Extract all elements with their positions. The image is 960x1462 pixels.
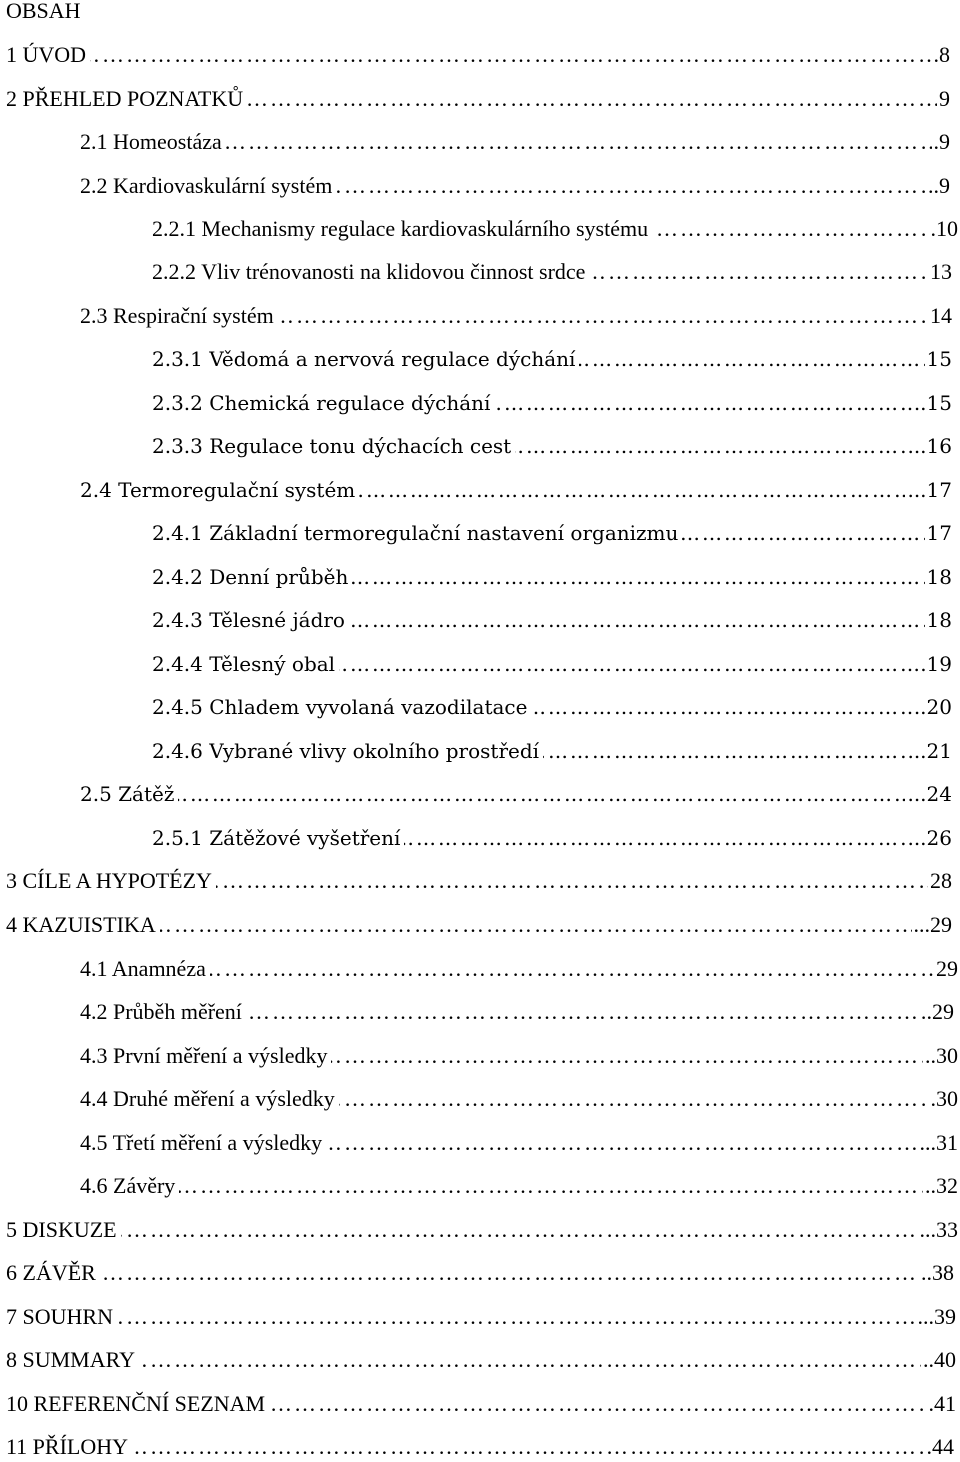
- toc-entry-page: ..9: [926, 171, 950, 201]
- toc-entry-page: 29: [934, 954, 958, 984]
- toc-entry-title: 2.4.1 Základní termoregulační nastavení organizmu: [152, 521, 682, 545]
- toc-entry-page: .41: [927, 1389, 957, 1419]
- toc-entry-page: 28: [928, 866, 952, 896]
- toc-entry-title: 11 PŘÍLOHY: [6, 1434, 132, 1459]
- toc-entry[interactable]: [6, 866, 952, 896]
- toc-entry-page: ...29: [912, 910, 953, 940]
- toc-entry-page: .10: [929, 214, 959, 244]
- toc-entry-page: ..15: [912, 388, 952, 418]
- toc-entry-title: 4.5 Třetí měření a výsledky: [80, 1130, 326, 1155]
- toc-entry-title: 3 CÍLE A HYPOTÉZY: [6, 868, 216, 893]
- toc-entry-page: ...26: [905, 823, 952, 853]
- toc-entry[interactable]: [152, 518, 952, 548]
- toc-entry-page: 13: [928, 257, 952, 287]
- dot-leader: [80, 1171, 958, 1201]
- toc-entry[interactable]: [80, 954, 958, 984]
- toc-entry[interactable]: [152, 344, 952, 374]
- toc-entry[interactable]: [80, 1084, 958, 1114]
- toc-heading: OBSAH: [6, 0, 81, 23]
- toc-entry-page: .30: [929, 1084, 959, 1114]
- toc-entry-page: ..30: [923, 1041, 958, 1071]
- toc-entry-page: 14: [928, 301, 952, 331]
- toc-entry-title: 4.1 Anamnéza: [80, 956, 210, 981]
- dot-leader: [6, 1258, 954, 1288]
- toc-entry-page: ...16: [905, 431, 952, 461]
- toc-entry-title: 4.3 První měření a výsledky: [80, 1043, 331, 1068]
- toc-entry-page: ...33: [918, 1215, 959, 1245]
- toc-entry[interactable]: [6, 1302, 956, 1332]
- toc-entry-page: ...24: [905, 779, 952, 809]
- toc-entry-title: 10 REFERENČNÍ SEZNAM: [6, 1391, 269, 1416]
- toc-entry-title: 2.3.2 Chemická regulace dýchání: [152, 391, 494, 415]
- toc-entry-page: ...31: [918, 1128, 959, 1158]
- dot-leader: [6, 1215, 958, 1245]
- toc-entry-title: 7 SOUHRN: [6, 1304, 117, 1329]
- toc-entry[interactable]: [6, 910, 952, 940]
- toc-entry[interactable]: [6, 1432, 954, 1462]
- toc-entry[interactable]: [80, 171, 950, 201]
- toc-entry-title: 2.4.4 Tělesný obal: [152, 652, 339, 676]
- toc-entry[interactable]: [80, 301, 952, 331]
- toc-entry-title: 2.1 Homeostáza: [80, 129, 226, 154]
- toc-entry-page: ...39: [916, 1302, 957, 1332]
- toc-entry[interactable]: [6, 1258, 954, 1288]
- toc-entry[interactable]: [6, 1389, 956, 1419]
- dot-leader: [6, 1432, 954, 1462]
- toc-entry-page: ...17: [905, 475, 952, 505]
- toc-entry-title: 2.4.5 Chladem vyvolaná vazodilatace: [152, 695, 531, 719]
- toc-entry-title: 2.2.2 Vliv trénovanosti na klidovou činnost srdce: [152, 259, 589, 284]
- toc-entry-page: 17: [925, 518, 952, 548]
- toc-entry[interactable]: [80, 779, 952, 809]
- toc-entry-page: .44: [925, 1432, 955, 1462]
- toc-entry-page: 15: [925, 344, 952, 374]
- dot-leader: [80, 954, 958, 984]
- toc-entry-title: 4 KAZUISTIKA: [6, 912, 160, 937]
- toc-entry-page: 18: [925, 562, 952, 592]
- dot-leader: [6, 1302, 956, 1332]
- toc-entry[interactable]: [152, 692, 952, 722]
- toc-entry-title: 1 ÚVOD: [6, 42, 90, 67]
- toc-entry[interactable]: [80, 1171, 958, 1201]
- toc-entry-page: .29: [925, 997, 955, 1027]
- toc-entry[interactable]: [152, 736, 952, 766]
- toc-entry-title: 2.3.3 Regulace tonu dýchacích cest: [152, 434, 515, 458]
- toc-entry[interactable]: [6, 84, 950, 114]
- toc-entry[interactable]: [80, 1128, 958, 1158]
- toc-entry-title: 4.4 Druhé měření a výsledky: [80, 1086, 339, 1111]
- toc-entry-page: .19: [918, 649, 952, 679]
- toc-entry[interactable]: [80, 127, 950, 157]
- toc-entry[interactable]: [152, 388, 952, 418]
- toc-entry[interactable]: [152, 823, 952, 853]
- toc-entry-title: 5 DISKUZE: [6, 1217, 121, 1242]
- toc-entry-page: 18: [925, 605, 952, 635]
- toc-entry[interactable]: [152, 605, 952, 635]
- toc-entry-title: 2.4.2 Denní průběh: [152, 565, 352, 589]
- toc-entry-page: 9: [937, 84, 950, 114]
- dot-leader: [6, 40, 950, 70]
- toc-entry[interactable]: [6, 1215, 958, 1245]
- toc-entry-title: 2.4 Termoregulační systém: [80, 478, 359, 502]
- toc-entry-page: ..20: [912, 692, 952, 722]
- toc-entry[interactable]: [6, 40, 950, 70]
- toc-entry-page: ...21: [905, 736, 952, 766]
- toc-entry[interactable]: [152, 562, 952, 592]
- toc-entry-page: ..32: [923, 1171, 958, 1201]
- toc-entry-title: 2.2.1 Mechanismy regulace kardiovaskulárního systému: [152, 216, 652, 241]
- toc-entry-page: ..38: [919, 1258, 954, 1288]
- toc-entry[interactable]: [80, 997, 954, 1027]
- toc-entry-title: 2.4.6 Vybrané vlivy okolního prostředí: [152, 739, 543, 763]
- dot-leader: [80, 779, 952, 809]
- toc-entry-title: 4.2 Průběh měření: [80, 999, 246, 1024]
- toc-entry[interactable]: [6, 1345, 956, 1375]
- toc-entry-title: 8 SUMMARY: [6, 1347, 139, 1372]
- toc-entry-page: ..40: [921, 1345, 956, 1375]
- toc-entry[interactable]: [152, 431, 952, 461]
- toc-entry-page: .9: [932, 127, 951, 157]
- toc-entry-title: 6 ZÁVĚR: [6, 1260, 100, 1285]
- toc-entry-title: 2 PŘEHLED POZNATKŮ: [6, 86, 247, 111]
- toc-entry-title: 4.6 Závěry: [80, 1173, 179, 1198]
- toc-entry-title: 2.3.1 Vědomá a nervová regulace dýchání: [152, 347, 579, 371]
- dot-leader: [6, 1345, 956, 1375]
- toc-entry[interactable]: [152, 649, 952, 679]
- toc-entry-title: 2.5 Zátěž: [80, 782, 178, 806]
- toc-entry[interactable]: [80, 475, 952, 505]
- toc-entry-page: .8: [932, 40, 951, 70]
- toc-entry-title: 2.4.3 Tělesné jádro: [152, 608, 349, 632]
- toc-entry-title: 2.2 Kardiovaskulární systém: [80, 173, 336, 198]
- toc-entry-title: 2.5.1 Zátěžové vyšetření: [152, 826, 404, 850]
- toc-entry[interactable]: [152, 257, 952, 287]
- toc-entry[interactable]: [152, 214, 958, 244]
- toc-entry[interactable]: [80, 1041, 958, 1071]
- toc-entry-title: 2.3 Respirační systém: [80, 303, 278, 328]
